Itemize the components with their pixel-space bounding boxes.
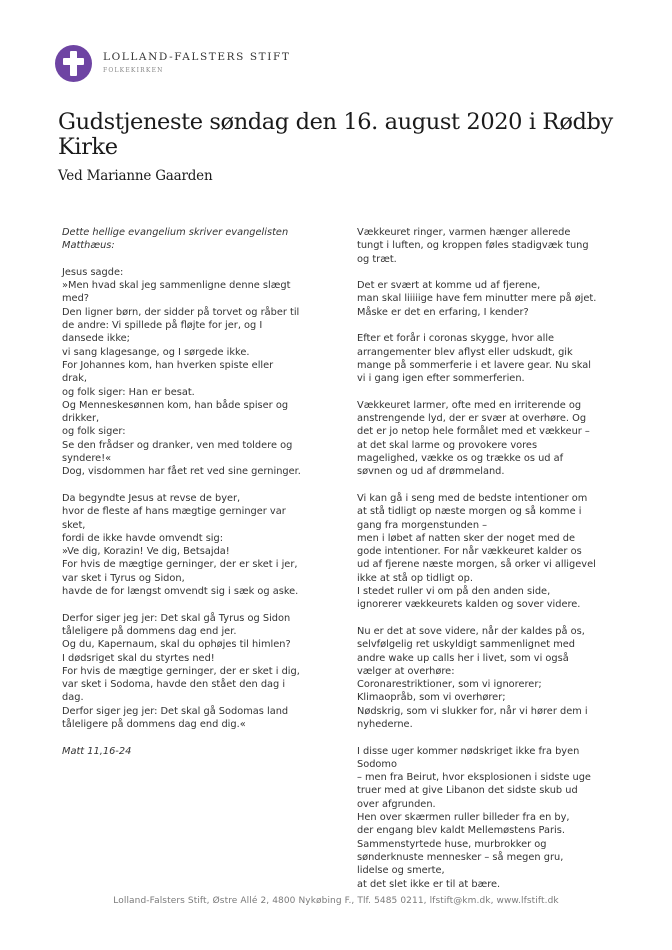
text-line: hvor de fleste af hans mægtige gerninger var <box>62 506 286 518</box>
text-line: men i løbet af natten sker der noget med de <box>357 532 575 544</box>
text-line: der engang blev kaldt Mellemøstens Paris. <box>357 825 565 837</box>
text-line: ud af fjerene næste morgen, så orker vi alligevel <box>357 559 596 571</box>
text-line: Vækkeuret larmer, ofte med en irriterende og <box>357 399 582 411</box>
text-line: I stedet ruller vi om på den anden side, <box>357 586 551 598</box>
text-line: over afgrunden. <box>357 798 436 810</box>
text-line: Efter et forår i coronas skygge, hvor alle <box>357 333 555 345</box>
scripture-passage-2 <box>62 492 347 598</box>
text-line: søvnen og ud af drømmeland. <box>357 466 505 478</box>
text-line: nyhederne. <box>357 718 413 730</box>
text-line: vi i gang igen efter sommerferien. <box>357 373 525 385</box>
text-line: Det er svært at komme ud af fjerene, <box>357 280 541 292</box>
text-line: I disse uger kommer nødskriget ikke fra byen <box>357 745 580 757</box>
text-line: drikker, <box>62 413 100 425</box>
text-line: arrangementer blev aflyst eller udskudt, gik <box>357 346 573 358</box>
document-title: Gudstjeneste søndag den 16. august 2020 i Rødby Kirke <box>58 109 613 160</box>
text-line: tungt i luften, og kroppen føles stadigvæk tung <box>357 240 589 252</box>
sermon-paragraph-7 <box>357 745 649 891</box>
sermon-paragraph-2 <box>357 279 649 319</box>
scripture-passage-3 <box>62 612 347 732</box>
text-line: Og du, Kapernaum, skal du ophøjes til himlen? <box>62 639 291 651</box>
text-line: andre wake up calls her i livet, som vi også <box>357 652 569 664</box>
text-line: Klimaopråb, som vi overhører; <box>357 692 506 704</box>
text-line: lidelse og smerte, <box>357 865 445 877</box>
text-line: Sodomo <box>357 758 397 770</box>
text-line: at det slet ikke er til at bære. <box>357 878 501 890</box>
text-line: mange på sommerferie i et lavere gear. Nu skal <box>357 359 591 371</box>
text-line: syndere!« <box>62 453 112 465</box>
sermon-paragraph-5 <box>357 492 649 612</box>
page-footer: Lolland-Falsters Stift, Østre Allé 2, 4800 Nykøbing F., Tlf. 5485 0211, lfstift@km.dk, www.lfstift.dk <box>113 896 559 906</box>
sermon-paragraph-1 <box>357 226 649 266</box>
text-line: det er jo netop hele formålet med et vækkeur – <box>357 426 590 438</box>
text-line: Den ligner børn, der sidder på torvet og råber til <box>62 306 300 318</box>
cross-in-circle-icon <box>55 45 92 82</box>
text-line: og folk siger: Han er besat. <box>62 386 195 398</box>
text-line: truer med at give Libanon det sidste skub ud <box>357 785 578 797</box>
text-line: tåleligere på dommens dag end dig.« <box>62 718 246 730</box>
text-line: vi sang klagesange, og I sørgede ikke. <box>62 346 250 358</box>
text-line: For Johannes kom, han hverken spiste eller <box>62 359 274 371</box>
text-line: de andre: Vi spillede på fløjte for jer, og I <box>62 320 263 332</box>
text-line: Måske er det en erfaring, I kender? <box>357 306 529 318</box>
gospel-intro <box>62 226 347 253</box>
right-column <box>357 226 649 904</box>
logo-text <box>103 51 291 76</box>
text-line: sket, <box>62 519 86 531</box>
text-line: ikke at stå op tidligt op. <box>357 572 473 584</box>
document-subtitle: Ved Marianne Gaarden <box>58 168 213 184</box>
text-line: For hvis de mægtige gerninger, der er sket i dig, <box>62 665 300 677</box>
text-line: Hen over skærmen ruller billeder fra en by, <box>357 812 570 824</box>
text-line: – men fra Beirut, hvor eksplosionen i sidste uge <box>357 772 591 784</box>
text-line: Derfor siger jeg jer: Det skal gå Tyrus og Sidon <box>62 612 291 624</box>
text-line: dag. <box>62 692 84 704</box>
org-logo <box>55 45 291 82</box>
scripture-passage-1 <box>62 266 347 479</box>
text-line: tåleligere på dommens dag end jer. <box>62 625 237 637</box>
text-line: og træt. <box>357 253 397 265</box>
text-line: gode intentioner. For når vækkeuret kalder os <box>357 546 582 558</box>
text-line: Da begyndte Jesus at revse de byer, <box>62 492 241 504</box>
text-line: Og Menneskesønnen kom, han både spiser og <box>62 399 289 411</box>
text-line: For hvis de mægtige gerninger, der er sket i jer, <box>62 559 298 571</box>
text-line: at det skal larme og provokere vores <box>357 439 538 451</box>
text-line: man skal liiiiige have fem minutter mere på øjet. <box>357 293 597 305</box>
text-line: fordi de ikke havde omvendt sig: <box>62 532 224 544</box>
text-line: var sket i Sodoma, havde den stået den dag i <box>62 679 286 691</box>
text-line: magelighed, vække os og trække os ud af <box>357 453 564 465</box>
text-line: Jesus sagde: <box>62 266 124 278</box>
left-column <box>62 226 347 771</box>
text-line: og folk siger: <box>62 426 126 438</box>
text-line: I dødsriget skal du styrtes ned! <box>62 652 215 664</box>
text-line: at stå tidligt op næste morgen og så komme i <box>357 506 582 518</box>
text-line: sønderknuste mennesker – så megen gru, <box>357 851 564 863</box>
text-line: Derfor siger jeg jer: Det skal gå Sodomas land <box>62 705 289 717</box>
text-line: gang fra morgenstunden – <box>357 519 488 531</box>
text-line: havde de for længst omvendt sig i sæk og aske. <box>62 586 299 598</box>
text-line: dansede ikke; <box>62 333 130 345</box>
text-line: var sket i Tyrus og Sidon, <box>62 572 185 584</box>
text-line: Vækkeuret ringer, varmen hænger allerede <box>357 227 571 238</box>
text-line: ignorerer vækkeurets kalden og sover videre. <box>357 599 581 611</box>
text-line: Matthæus: <box>62 240 115 252</box>
scripture-reference: Matt 11,16-24 <box>62 745 132 757</box>
text-line: Se den frådser og dranker, ven med toldere og <box>62 439 293 451</box>
text-line: vælger at overhøre: <box>357 665 455 677</box>
text-line: Dette hellige evangelium skriver evangelisten <box>62 227 289 238</box>
sermon-paragraph-4 <box>357 399 649 479</box>
text-line: med? <box>62 293 89 305</box>
org-name: LOLLAND-FALSTERS STIFT <box>103 51 291 63</box>
text-line: »Ve dig, Korazin! Ve dig, Betsajda! <box>62 546 230 558</box>
text-line: Vi kan gå i seng med de bedste intentioner om <box>357 492 588 504</box>
text-line: Nu er det at sove videre, når der kaldes på os, <box>357 625 585 637</box>
text-line: drak, <box>62 373 88 385</box>
text-line: Dog, visdommen har fået ret ved sine gerninger. <box>62 466 301 478</box>
text-line: Coronarestriktioner, som vi ignorerer; <box>357 679 542 691</box>
text-line: Sammenstyrtede huse, murbrokker og <box>357 838 547 850</box>
text-line: »Men hvad skal jeg sammenligne denne slægt <box>62 280 291 292</box>
text-line: selvfølgelig ret uskyldigt sammenlignet med <box>357 639 575 651</box>
sermon-paragraph-3 <box>357 332 649 385</box>
sermon-paragraph-6 <box>357 625 649 731</box>
text-line: anstrengende lyd, der er svær at overhøre. Og <box>357 413 587 425</box>
text-line: Nødskrig, som vi slukker for, når vi hører dem i <box>357 705 588 717</box>
org-subtitle: FOLKEKIRKEN <box>103 67 164 74</box>
